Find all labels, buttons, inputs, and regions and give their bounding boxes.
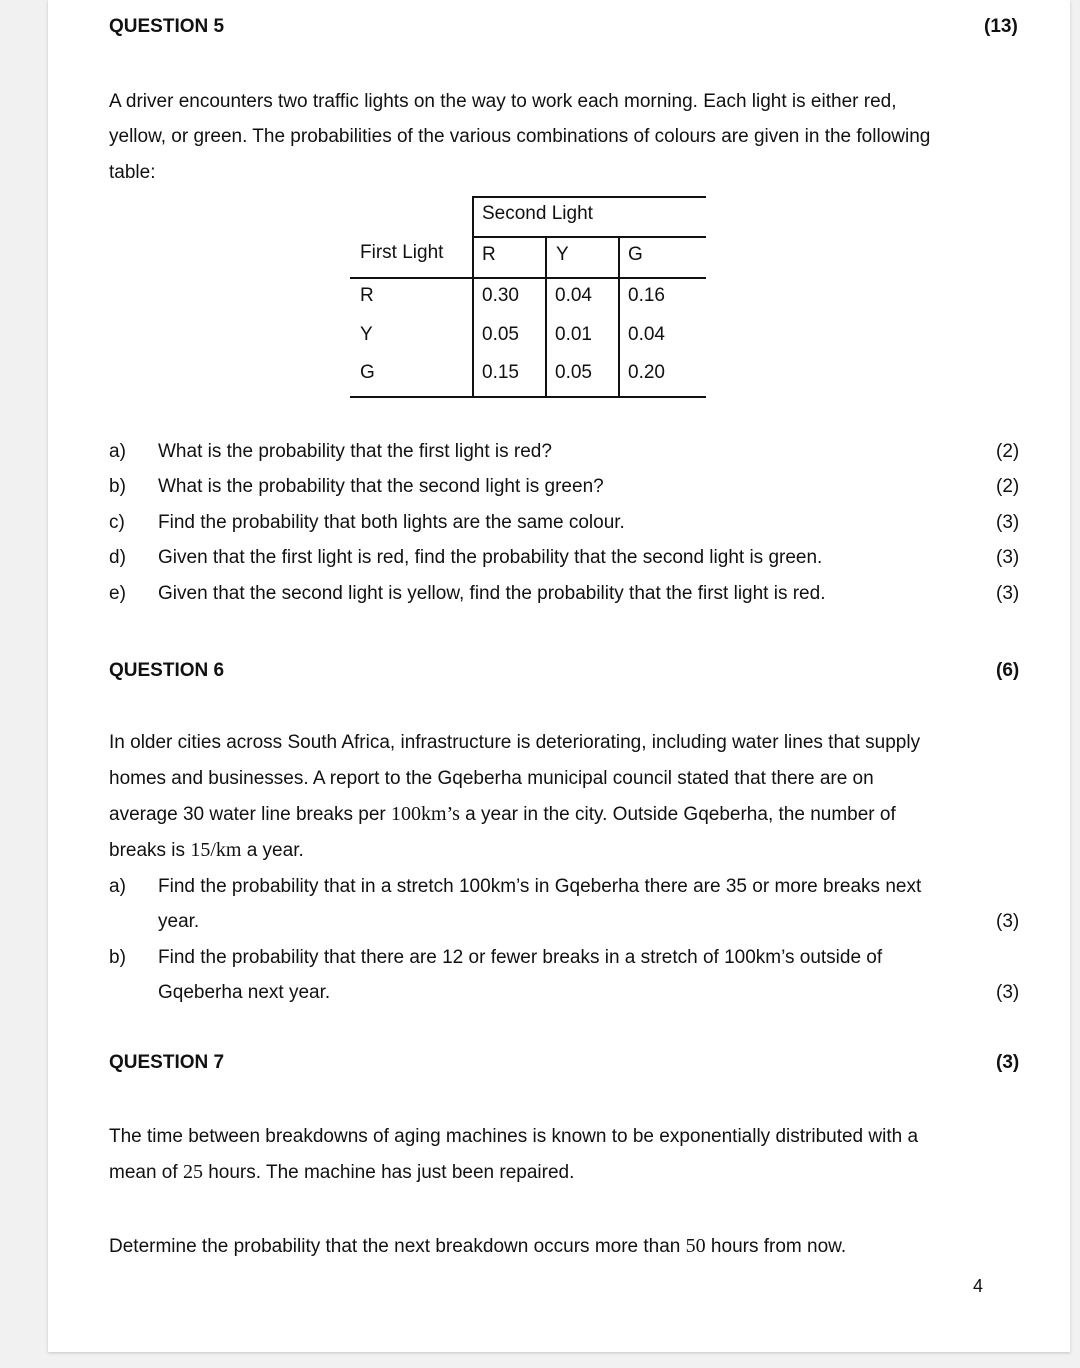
- question-5-marks: (13): [984, 16, 1018, 37]
- question-7-line-3-post: hours from now.: [705, 1236, 847, 1257]
- question-6-line-3-math: 100km’s: [391, 803, 460, 825]
- question-6-line-3: [109, 797, 896, 833]
- question-6a-text-line-2: year.: [158, 911, 200, 932]
- table-cell: 0.01: [555, 324, 592, 345]
- question-7-line-2: [109, 1155, 574, 1191]
- question-5e-label: e): [109, 583, 126, 604]
- question-5b-text: What is the probability that the second light is green?: [158, 476, 604, 497]
- table-cell: 0.04: [628, 324, 665, 345]
- question-6-line-4-pre: breaks is: [109, 840, 191, 861]
- question-6-line-4-math: 15/km: [190, 839, 242, 861]
- document-page: [48, 0, 1070, 1352]
- question-6b-text-line-1: Find the probability that there are 12 or fewer breaks in a stretch of 100km’s outside of: [158, 947, 883, 968]
- question-5b-marks: (2): [996, 476, 1020, 497]
- question-6-line-1: In older cities across South Africa, infrastructure is deteriorating, including water lines that supply: [109, 732, 921, 753]
- table-header-rule: [472, 236, 706, 238]
- question-6b-label: b): [109, 947, 126, 968]
- question-7-line-3-pre: Determine the probability that the next breakdown occurs more than: [109, 1236, 686, 1257]
- table-cell: 0.16: [628, 285, 665, 306]
- question-7-line-2-post: hours. The machine has just been repaired.: [202, 1162, 575, 1183]
- table-divider-2: [545, 236, 547, 398]
- question-6b-marks: (3): [996, 982, 1020, 1003]
- second-light-header: Second Light: [482, 203, 593, 224]
- question-6-line-3-pre: average 30 water line breaks per: [109, 804, 391, 825]
- question-6-line-4-post: a year.: [241, 840, 304, 861]
- question-5-intro-line-3: table:: [109, 162, 156, 183]
- question-6a-text-line-1: Find the probability that in a stretch 100km’s in Gqeberha there are 35 or more breaks next: [158, 876, 922, 897]
- table-divider-1: [472, 196, 474, 398]
- question-6a-label: a): [109, 876, 126, 897]
- question-5b-label: b): [109, 476, 126, 497]
- question-6a-marks: (3): [996, 911, 1020, 932]
- question-7-title: QUESTION 7: [109, 1052, 225, 1073]
- table-divider-3: [618, 236, 620, 398]
- question-5d-marks: (3): [996, 547, 1020, 568]
- question-7-line-3-math: 50: [685, 1235, 706, 1257]
- column-header-g: G: [628, 244, 643, 265]
- first-light-header: First Light: [360, 242, 444, 263]
- question-7-marks: (3): [996, 1052, 1020, 1073]
- question-5d-text: Given that the first light is red, find the probability that the second light is green.: [158, 547, 823, 568]
- question-7-line-2-pre: mean of: [109, 1162, 183, 1183]
- table-bottom-rule: [350, 396, 706, 398]
- probability-table: [350, 196, 706, 398]
- table-cell: 0.20: [628, 362, 665, 383]
- question-7-line-2-math: 25: [182, 1161, 203, 1183]
- row-label-g: G: [360, 362, 375, 383]
- question-5d-label: d): [109, 547, 126, 568]
- question-5c-label: c): [109, 512, 125, 533]
- question-5e-marks: (3): [996, 583, 1020, 604]
- table-cell: 0.05: [482, 324, 519, 345]
- page-number: 4: [973, 1276, 984, 1296]
- question-6-line-4: [109, 833, 304, 869]
- column-header-r: R: [482, 244, 496, 265]
- question-5c-text: Find the probability that both lights are the same colour.: [158, 512, 625, 533]
- table-cell: 0.30: [482, 285, 519, 306]
- question-7-line-3: [109, 1229, 846, 1265]
- question-6-line-3-post: a year in the city. Outside Gqeberha, the number of: [459, 804, 896, 825]
- row-label-y: Y: [360, 324, 373, 345]
- question-5-intro-line-2: yellow, or green. The probabilities of the various combinations of colours are given in the following: [109, 126, 931, 147]
- question-5a-marks: (2): [996, 441, 1020, 462]
- row-label-r: R: [360, 285, 374, 306]
- table-column-header-rule: [350, 277, 706, 279]
- question-7-line-1: The time between breakdowns of aging machines is known to be exponentially distributed with a: [109, 1126, 919, 1147]
- table-cell: 0.04: [555, 285, 592, 306]
- table-cell: 0.15: [482, 362, 519, 383]
- question-5a-label: a): [109, 441, 126, 462]
- column-header-y: Y: [556, 244, 569, 265]
- question-5-title: QUESTION 5: [109, 16, 225, 37]
- question-6-title: QUESTION 6: [109, 660, 225, 681]
- question-5-intro-line-1: A driver encounters two traffic lights on the way to work each morning. Each light is either red,: [109, 91, 897, 112]
- question-5c-marks: (3): [996, 512, 1020, 533]
- table-cell: 0.05: [555, 362, 592, 383]
- question-6-marks: (6): [996, 660, 1020, 681]
- question-6b-text-line-2: Gqeberha next year.: [158, 982, 331, 1003]
- question-5a-text: What is the probability that the first light is red?: [158, 441, 552, 462]
- question-6-line-2: homes and businesses. A report to the Gqeberha municipal council stated that there are on: [109, 768, 874, 789]
- question-5e-text: Given that the second light is yellow, find the probability that the first light is red.: [158, 583, 826, 604]
- table-top-rule: [472, 196, 706, 198]
